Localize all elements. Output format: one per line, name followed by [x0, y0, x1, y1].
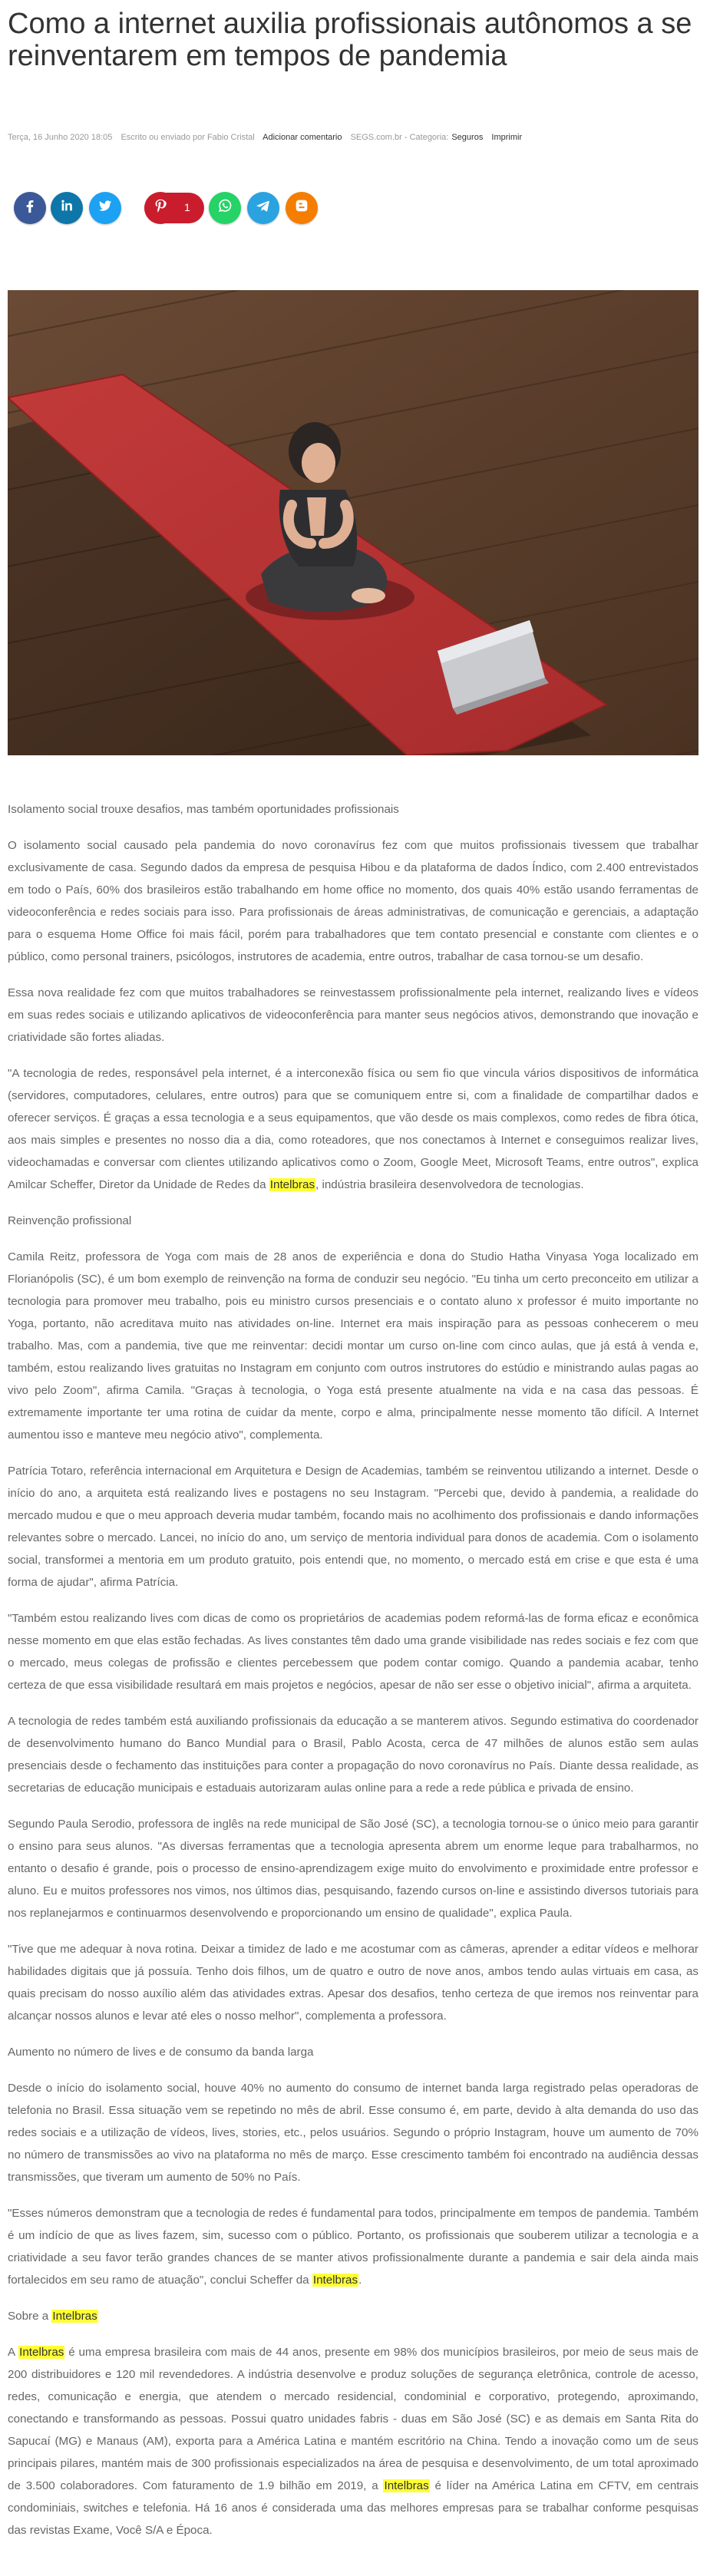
section-heading: Reinvenção profissional [8, 1214, 132, 1227]
brand-highlight: Intelbras [19, 2346, 64, 2359]
paragraph-text: "Esses números demonstram que a tecnologia de redes é fundamental para todos, principalmente em tempos de pandemia. Também é um indício de que as lives fazem, sim, sucesso com o público. Portanto, os profissionais que souberem utilizar a tecnologia e a criatividade a seu favor terão grandes chances de se manter ativos profissionalmente durante a pandemia e sair dela ainda mais fortalecidos em seu ramo de atuação", conclui Scheffer da [8, 2207, 698, 2287]
article-title: Como a internet auxilia profissionais autônomos a se reinventarem em tempos de pandemia [8, 8, 692, 72]
paragraph [8, 2341, 698, 2541]
pinterest-icon [152, 197, 169, 219]
publish-date: Terça, 16 Junho 2020 18:05 [8, 133, 113, 142]
paragraph-text: A [8, 2346, 19, 2359]
whatsapp-icon [216, 197, 233, 219]
paragraph: Camila Reitz, professora de Yoga com mais de 28 anos de experiência e dona do Studio Hatha Vinyasa Yoga localizado em Florianópolis (SC), é um bom exemplo de reinvenção na forma de conduzir seu negócio. "Eu tinha um certo preconceito em utilizar a tecnologia para promover meu trabalho, pois eu ministro cursos presenciais e o contato aluno x professor é muito importante no Yoga, portanto, não acreditava muito nas atividades on-line. Internet era mais inspiração para as pessoas conhecerem o meu trabalho. Mas, com a pandemia, tive que me reinventar: decidi montar um curso on-line com cinco aulas, que já está à venda e, também, estou realizando lives gratuitas no Instagram em conjunto com outros instrutores do estúdio e ministrando aulas pagas ao vivo pelo Zoom", afirma Camila. "Graças à tecnologia, o Yoga está presente atualmente na vida e na casa das pessoas. É extremamente importante ter uma rotina de cuidar da mente, corpo e alma, principalmente nesse momento tão difícil. A Internet aumentou isso e manteve meu negócio ativo", complementa. [8, 1250, 698, 1442]
blogger-share-button[interactable] [286, 192, 318, 224]
author-line: Escrito ou enviado por Fabio Cristal [121, 133, 255, 142]
facebook-share-button[interactable] [14, 192, 46, 224]
twitter-icon [97, 197, 114, 219]
add-comment-link[interactable]: Adicionar comentario [263, 133, 342, 142]
yoga-photo [8, 290, 698, 755]
article-body [8, 798, 698, 2555]
paragraph-text: "A tecnologia de redes, responsável pela internet, é a interconexão física ou sem fio que vincula vários dispositivos de informática (servidores, computadores, celulares, entre outros) para que se comuniquem entre si, com a finalidade de compartilhar dados e oferecer serviços. É graças a essa tecnologia e a seus equipamentos, que vão desde os mais complexos, como redes de fibra ótica, aos mais simples e presentes no nosso dia a dia, como roteadores, que nos conectamos à Internet e conseguimos realizar lives, videochamadas e conversar com clientes utilizando aplicativos como o Zoom, Google Meet, Microsoft Teams, entre outros", explica Amilcar Scheffer, Diretor da Unidade de Redes da [8, 1067, 698, 1191]
brand-highlight: Intelbras [384, 2479, 429, 2492]
brand-highlight: Intelbras [52, 2310, 97, 2323]
paragraph: Segundo Paula Serodio, professora de inglês na rede municipal de São José (SC), a tecnologia tornou-se o único meio para garantir o ensino para seus alunos. "As diversas ferramentas que a tecnologia apresenta abrem um enorme leque para trabalharmos, no entanto o desafio é grande, pois o processo de ensino-aprendizagem exige muito do envolvimento e proximidade entre professor e aluno. Eu e muitos professores nos vimos, nos últimos dias, pesquisando, fazendo cursos on-line e assistindo diversos tutoriais para nos replanejarmos e continuarmos desenvolvendo e proporcionando um ensino de qualidade", explica Paula. [8, 1818, 698, 1920]
article-lead: Isolamento social trouxe desafios, mas também oportunidades profissionais [8, 803, 399, 816]
brand-highlight: Intelbras [312, 2274, 358, 2287]
source-line: SEGS.com.br - Categoria: [350, 133, 449, 142]
print-link[interactable]: Imprimir [491, 133, 523, 142]
pinterest-share-button[interactable] [144, 193, 204, 223]
pinterest-icon-wrap [144, 192, 177, 224]
paragraph-text: . [358, 2274, 362, 2287]
paragraph: Essa nova realidade fez com que muitos trabalhadores se reinvestassem profissionalmente pela internet, realizando lives e vídeos em suas redes sociais e utilizando aplicativos de videoconferência para manter seus negócios ativos, demonstrando que inovação e criatividade são fortes aliadas. [8, 986, 698, 1044]
linkedin-share-button[interactable] [51, 192, 83, 224]
paragraph: "Também estou realizando lives com dicas de como os proprietários de academias podem reformá-las de forma eficaz e econômica nesse momento em que elas estão fechadas. As lives constantes têm dado uma grande visibilidade nas redes sociais e fez com que o mercado, meus colegas de profissão e clientes percebessem que podem contar comigo. Quando a pandemia acabar, tenho certeza de que essa visibilidade resultará em mais projetos e negócios, apesar de não ser esse o objetivo inicial", afirma a arquiteta. [8, 1612, 698, 1692]
blogger-icon [293, 197, 310, 219]
linkedin-icon [58, 197, 75, 219]
paragraph: "Tive que me adequar à nova rotina. Deixar a timidez de lado e me acostumar com as câmeras, aprender a editar vídeos e melhorar habilidades digitais que já possuía. Tenho dois filhos, um de quatro e outro de nove anos, ambos tendo aulas virtuais em casa, as quais precisam do nosso auxílio além das atividades extras. Apesar dos desafios, tenho certeza de que iremos nos reinventar para alcançar nossos alunos e levar até eles o nosso melhor", complementa a professora. [8, 1943, 698, 2023]
paragraph-text: é uma empresa brasileira com mais de 44 anos, presente em 98% dos municípios brasileiros, por meio de seus mais de 200 distribuidores e 120 mil revendedores. A indústria desenvolve e produz soluções de segurança eletrônica, controle de acesso, redes, comunicação e energia, que atendem o mercado residencial, condominial e corporativo, protegendo, aproximando, conectando e transformando as pessoas. Possui quatro unidades fabris - duas em São José (SC) e as demais em Santa Rita do Sapucaí (MG) e Manaus (AM), exporta para a América Latina e mantém escritório na China. Tendo a inovação como um de seus principais pilares, mantém mais de 300 profissionais especializados na área de pesquisa e desenvolvimento, de um total aproximado de 3.500 colaboradores. Com faturamento de 1.9 bilhão em 2019, a [8, 2346, 698, 2492]
paragraph-text: Sobre a [8, 2310, 52, 2323]
paragraph: Patrícia Totaro, referência internacional em Arquitetura e Design de Academias, também se reinventou utilizando a internet. Desde o início do ano, a arquiteta está realizando lives e postagens no seu Instagram. "Percebi que, devido à pandemia, a realidade do mercado mudou e que o meu approach deveria mudar também, focando mais no acolhimento dos profissionais e dando informações relevantes sobre o mercado. Lancei, no início do ano, um serviço de mentoria individual para donos de academia. Com o isolamento social, transformei a mentoria em um produto gratuito, pois entendi que, no momento, o mercado está em crise e que esta é uma forma de ajudar", afirma Patrícia. [8, 1465, 698, 1589]
paragraph-text: , indústria brasileira desenvolvedora de tecnologias. [315, 1178, 584, 1191]
facebook-icon [21, 197, 38, 219]
paragraph-text: é líder na América Latina em CFTV, em centrais condominiais, switches e telefonia. Há 16 anos é considerada uma das melhores empresas para se trabalhar conforme pesquisas das revistas Exame, Você S/A e Época. [8, 2479, 698, 2537]
paragraph [8, 2202, 698, 2291]
twitter-share-button[interactable] [89, 192, 121, 224]
article-meta [8, 133, 528, 142]
telegram-share-button[interactable] [247, 192, 279, 224]
section-heading [8, 2305, 698, 2327]
paragraph: A tecnologia de redes também está auxiliando profissionais da educação a se manterem ativos. Segundo estimativa do coordenador de desenvolvimento humano do Banco Mundial para o Brasil, Pablo Acosta, cerca de 47 milhões de alunos estão sem aulas presenciais desde o fechamento das instituições para conter a propagação do novo coronavírus no País. Diante dessa realidade, as secretarias de educação municipais e estaduais autorizaram aulas online para a rede a rede pública e privada de ensino. [8, 1715, 698, 1795]
hero-image [8, 290, 698, 755]
whatsapp-share-button[interactable] [209, 192, 241, 224]
paragraph: O isolamento social causado pela pandemia do novo coronavírus fez com que muitos profissionais tivessem que trabalhar exclusivamente de casa. Segundo dados da empresa de pesquisa Hibou e da plataforma de dados Índico, com 2.400 entrevistados em todo o País, 60% dos brasileiros estão trabalhando em home office no momento, dos quais 40% estão usando ferramentas de videoconferência e redes sociais para isso. Para profissionais de áreas administrativas, de comunicação e gerenciais, a adaptação para o esquema Home Office foi mais fácil, porém para trabalhadores que tem contato presencial e constante com clientes e o público, como personal trainers, psicólogos, instrutores de academia, entre outros, trabalhar de casa tornou-se um desafio. [8, 839, 698, 963]
telegram-icon [255, 197, 272, 219]
brand-highlight: Intelbras [269, 1178, 315, 1191]
paragraph: Desde o início do isolamento social, houve 40% no aumento do consumo de internet banda larga registrado pelas operadoras de telefonia no Brasil. Essa situação vem se repetindo no mês de abril. Esse consumo é, em parte, devido à alta demanda do uso das redes sociais e a utilização de vídeos, lives, stories, etc., pelos usuários. Segundo o próprio Instagram, houve um aumento de 70% no número de transmissões ao vivo na plataforma no mês de março. Esse crescimento também foi encontrado na audiência dessas transmissões, que tiveram um aumento de 50% no País. [8, 2082, 698, 2184]
category-link[interactable]: Seguros [451, 133, 484, 142]
pinterest-count: 1 [184, 201, 190, 213]
section-heading: Aumento no número de lives e de consumo da banda larga [8, 2046, 314, 2059]
paragraph [8, 1062, 698, 1196]
